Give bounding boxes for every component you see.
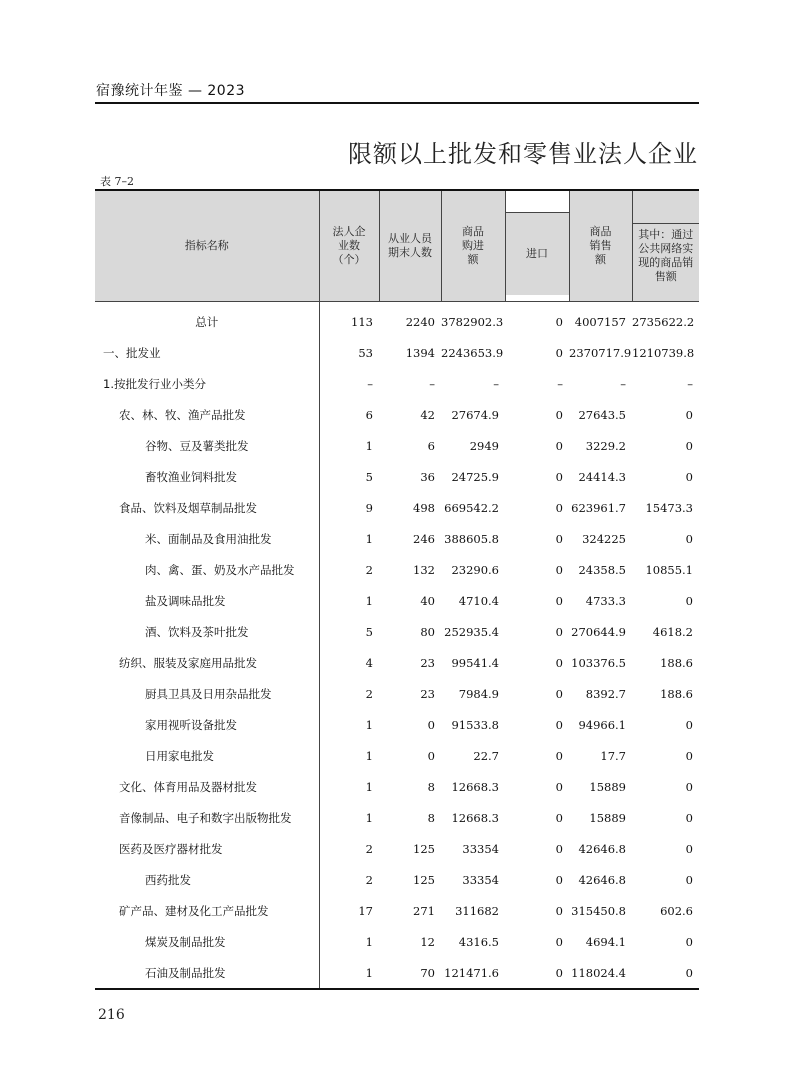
cell-enterprises: 5 <box>365 624 373 639</box>
cell-imports: 0 <box>555 872 563 887</box>
table-row <box>95 585 699 616</box>
header-employees <box>379 190 441 302</box>
cell-online-sales: 2735622.2 <box>632 314 695 329</box>
cell-imports: 0 <box>555 810 563 825</box>
cell-employees: 132 <box>413 562 435 577</box>
cell-enterprises: 1 <box>365 531 373 546</box>
table-header <box>95 190 699 302</box>
cell-enterprises: – <box>367 376 373 391</box>
cell-employees: 23 <box>420 655 435 670</box>
cell-sales: 17.7 <box>600 748 626 763</box>
cell-purchases: 27674.9 <box>451 407 499 422</box>
row-indicator-name: 西药批发 <box>95 864 319 895</box>
table-row <box>95 647 699 678</box>
cell-online-sales: – <box>687 376 693 391</box>
cell-imports: 0 <box>505 957 569 989</box>
cell-online-sales: 1210739.8 <box>632 345 695 360</box>
cell-purchases: 3782902.3 <box>441 314 504 329</box>
row-indicator-name: 煤炭及制品批发 <box>95 926 319 957</box>
table-row <box>95 492 699 523</box>
table-row <box>95 337 699 368</box>
cell-sales: 4694.1 <box>585 934 626 949</box>
cell-imports: 0 <box>555 500 563 515</box>
cell-purchases: 2243653.9 <box>441 345 504 360</box>
cell-enterprises: 1 <box>365 438 373 453</box>
row-indicator-name: 纺织、服装及家庭用品批发 <box>95 647 319 678</box>
header-enterprises-label: 法人企业数（个） <box>332 225 366 266</box>
table-row <box>95 461 699 492</box>
cell-imports: 0 <box>555 655 563 670</box>
cell-sales: 24414.3 <box>578 469 626 484</box>
cell-online-sales: 0 <box>685 438 693 453</box>
cell-employees: 0 <box>427 748 435 763</box>
cell-employees: – <box>429 376 435 391</box>
cell-employees: 12 <box>420 934 435 949</box>
cell-employees: 23 <box>420 686 435 701</box>
cell-online-sales: 4618.2 <box>652 624 693 639</box>
cell-employees: 42 <box>420 407 435 422</box>
cell-enterprises: 9 <box>365 500 373 515</box>
cell-employees: 125 <box>413 841 435 856</box>
cell-purchases: 121471.6 <box>441 957 505 989</box>
row-indicator-name: 日用家电批发 <box>95 740 319 771</box>
cell-enterprises: 1 <box>319 957 379 989</box>
cell-employees: 125 <box>413 872 435 887</box>
cell-imports: 0 <box>555 903 563 918</box>
cell-purchases: 33354 <box>462 841 499 856</box>
cell-online-sales: 0 <box>685 810 693 825</box>
row-indicator-name: 盐及调味品批发 <box>95 585 319 616</box>
cell-sales: 4733.3 <box>585 593 626 608</box>
cell-imports: 0 <box>555 934 563 949</box>
header-purchases <box>441 190 505 302</box>
cell-enterprises: 2 <box>365 841 373 856</box>
cell-imports: 0 <box>555 624 563 639</box>
cell-enterprises: 2 <box>365 562 373 577</box>
cell-purchases: 311682 <box>455 903 499 918</box>
cell-imports: 0 <box>555 717 563 732</box>
header-enterprises <box>319 190 379 302</box>
row-indicator-name: 食品、饮料及烟草制品批发 <box>95 492 319 523</box>
table-row <box>95 430 699 461</box>
page-title: 限额以上批发和零售业法人企业 <box>348 140 698 168</box>
row-indicator-name: 音像制品、电子和数字出版物批发 <box>95 802 319 833</box>
cell-imports: 0 <box>555 593 563 608</box>
cell-purchases: 23290.6 <box>451 562 499 577</box>
row-indicator-name: 石油及制品批发 <box>95 957 319 989</box>
cell-imports: 0 <box>555 562 563 577</box>
cell-online-sales: 0 <box>685 531 693 546</box>
table-row <box>95 926 699 957</box>
cell-enterprises: 5 <box>365 469 373 484</box>
table-id: 表 7–2 <box>100 175 134 188</box>
table-row <box>95 368 699 399</box>
header-online-sales <box>632 190 699 302</box>
cell-purchases: 99541.4 <box>451 655 499 670</box>
cell-sales: – <box>620 376 626 391</box>
table-row <box>95 678 699 709</box>
header-imports <box>505 190 569 302</box>
cell-online-sales: 602.6 <box>660 903 693 918</box>
row-indicator-name: 米、面制品及食用油批发 <box>95 523 319 554</box>
cell-enterprises: 1 <box>365 593 373 608</box>
cell-imports: 0 <box>555 438 563 453</box>
cell-online-sales: 0 <box>685 748 693 763</box>
row-indicator-name: 一、批发业 <box>95 337 319 368</box>
cell-employees: 2240 <box>405 314 435 329</box>
cell-imports: – <box>557 376 563 391</box>
cell-purchases: 91533.8 <box>451 717 499 732</box>
cell-imports: 0 <box>555 779 563 794</box>
cell-online-sales: 188.6 <box>660 686 693 701</box>
row-indicator-name: 总计 <box>95 302 319 338</box>
cell-online-sales: 0 <box>685 872 693 887</box>
cell-sales: 15889 <box>589 779 626 794</box>
header-imports-label: 进口 <box>506 212 569 295</box>
row-indicator-name: 矿产品、建材及化工产品批发 <box>95 895 319 926</box>
cell-imports: 0 <box>555 345 563 360</box>
cell-enterprises: 2 <box>365 872 373 887</box>
cell-purchases: 22.7 <box>473 748 499 763</box>
cell-sales: 15889 <box>589 810 626 825</box>
cell-employees: 0 <box>427 717 435 732</box>
cell-sales: 27643.5 <box>578 407 626 422</box>
cell-sales: 3229.2 <box>585 438 626 453</box>
header-online-sales-label: 其中：通过公共网络实现的商品销售额 <box>633 223 700 284</box>
table-row <box>95 957 699 989</box>
cell-enterprises: 113 <box>351 314 373 329</box>
cell-online-sales: 188.6 <box>660 655 693 670</box>
cell-enterprises: 4 <box>365 655 373 670</box>
cell-imports: 0 <box>555 841 563 856</box>
row-indicator-name: 谷物、豆及薯类批发 <box>95 430 319 461</box>
row-indicator-name: 家用视听设备批发 <box>95 709 319 740</box>
cell-purchases: 33354 <box>462 872 499 887</box>
cell-online-sales: 0 <box>685 934 693 949</box>
header-rule <box>95 102 699 104</box>
cell-sales: 8392.7 <box>585 686 626 701</box>
running-head: 宿豫统计年鉴 — 2023 <box>96 83 246 99</box>
cell-imports: 0 <box>555 748 563 763</box>
cell-employees: 1394 <box>405 345 435 360</box>
cell-purchases: 669542.2 <box>444 500 499 515</box>
cell-enterprises: 1 <box>365 934 373 949</box>
table-row <box>95 833 699 864</box>
cell-purchases: 4316.5 <box>458 934 499 949</box>
table-row <box>95 895 699 926</box>
header-sales <box>569 190 632 302</box>
cell-enterprises: 1 <box>365 748 373 763</box>
header-employees-label: 从业人员期末人数 <box>388 232 432 259</box>
table-row <box>95 740 699 771</box>
cell-imports: 0 <box>555 531 563 546</box>
row-indicator-name: 文化、体育用品及器材批发 <box>95 771 319 802</box>
cell-employees: 246 <box>413 531 435 546</box>
cell-employees: 40 <box>420 593 435 608</box>
cell-online-sales: 0 <box>685 407 693 422</box>
table-row <box>95 616 699 647</box>
cell-purchases: 388605.8 <box>444 531 499 546</box>
cell-purchases: 7984.9 <box>458 686 499 701</box>
cell-sales: 103376.5 <box>571 655 626 670</box>
row-indicator-name: 肉、禽、蛋、奶及水产品批发 <box>95 554 319 585</box>
table-row <box>95 523 699 554</box>
cell-sales: 42646.8 <box>578 841 626 856</box>
cell-sales: 270644.9 <box>571 624 626 639</box>
table-body <box>95 302 699 990</box>
header-indicator-name: 指标名称 <box>95 190 319 302</box>
cell-employees: 271 <box>413 903 435 918</box>
cell-sales: 2370717.9 <box>569 345 632 360</box>
cell-online-sales: 0 <box>685 593 693 608</box>
cell-enterprises: 1 <box>365 717 373 732</box>
cell-enterprises: 17 <box>358 903 373 918</box>
cell-enterprises: 2 <box>365 686 373 701</box>
cell-sales: 42646.8 <box>578 872 626 887</box>
cell-online-sales: 15473.3 <box>645 500 693 515</box>
cell-sales: 24358.5 <box>578 562 626 577</box>
table-row <box>95 399 699 430</box>
cell-sales: 623961.7 <box>571 500 626 515</box>
cell-online-sales: 0 <box>685 717 693 732</box>
cell-imports: 0 <box>555 686 563 701</box>
page-number: 216 <box>98 1007 125 1023</box>
cell-employees: 6 <box>427 438 435 453</box>
cell-imports: 0 <box>555 469 563 484</box>
header-sales-label: 商品销售额 <box>589 225 612 266</box>
cell-sales: 94966.1 <box>578 717 626 732</box>
cell-online-sales: 0 <box>685 841 693 856</box>
cell-purchases: 24725.9 <box>451 469 499 484</box>
cell-online-sales: 10855.1 <box>645 562 693 577</box>
cell-sales: 4007157 <box>574 314 626 329</box>
table-row <box>95 302 699 338</box>
cell-sales: 324225 <box>582 531 626 546</box>
header-purchases-label: 商品购进额 <box>462 225 484 266</box>
cell-online-sales: 0 <box>632 957 699 989</box>
row-indicator-name: 农、林、牧、渔产品批发 <box>95 399 319 430</box>
cell-purchases: 12668.3 <box>451 779 499 794</box>
cell-purchases: 2949 <box>469 438 499 453</box>
cell-employees: 80 <box>420 624 435 639</box>
table-row <box>95 709 699 740</box>
cell-imports: 0 <box>555 407 563 422</box>
cell-purchases: 12668.3 <box>451 810 499 825</box>
cell-employees: 8 <box>427 779 435 794</box>
statistics-table-wrapper <box>95 189 699 990</box>
cell-enterprises: 53 <box>358 345 373 360</box>
row-indicator-name: 1.按批发行业小类分 <box>95 368 319 399</box>
table-row <box>95 554 699 585</box>
cell-employees: 498 <box>413 500 435 515</box>
cell-online-sales: 0 <box>685 469 693 484</box>
row-indicator-name: 医药及医疗器材批发 <box>95 833 319 864</box>
cell-imports: 0 <box>555 314 563 329</box>
cell-employees: 70 <box>379 957 441 989</box>
row-indicator-name: 畜牧渔业饲料批发 <box>95 461 319 492</box>
cell-enterprises: 6 <box>365 407 373 422</box>
table-row <box>95 864 699 895</box>
row-indicator-name: 厨具卫具及日用杂品批发 <box>95 678 319 709</box>
cell-purchases: 252935.4 <box>444 624 499 639</box>
table-row <box>95 802 699 833</box>
cell-employees: 8 <box>427 810 435 825</box>
cell-online-sales: 0 <box>685 779 693 794</box>
statistics-table <box>95 189 699 990</box>
cell-purchases: – <box>493 376 499 391</box>
cell-purchases: 4710.4 <box>458 593 499 608</box>
cell-sales: 118024.4 <box>569 957 632 989</box>
cell-enterprises: 1 <box>365 779 373 794</box>
row-indicator-name: 酒、饮料及茶叶批发 <box>95 616 319 647</box>
cell-sales: 315450.8 <box>571 903 626 918</box>
cell-employees: 36 <box>420 469 435 484</box>
table-row <box>95 771 699 802</box>
cell-enterprises: 1 <box>365 810 373 825</box>
